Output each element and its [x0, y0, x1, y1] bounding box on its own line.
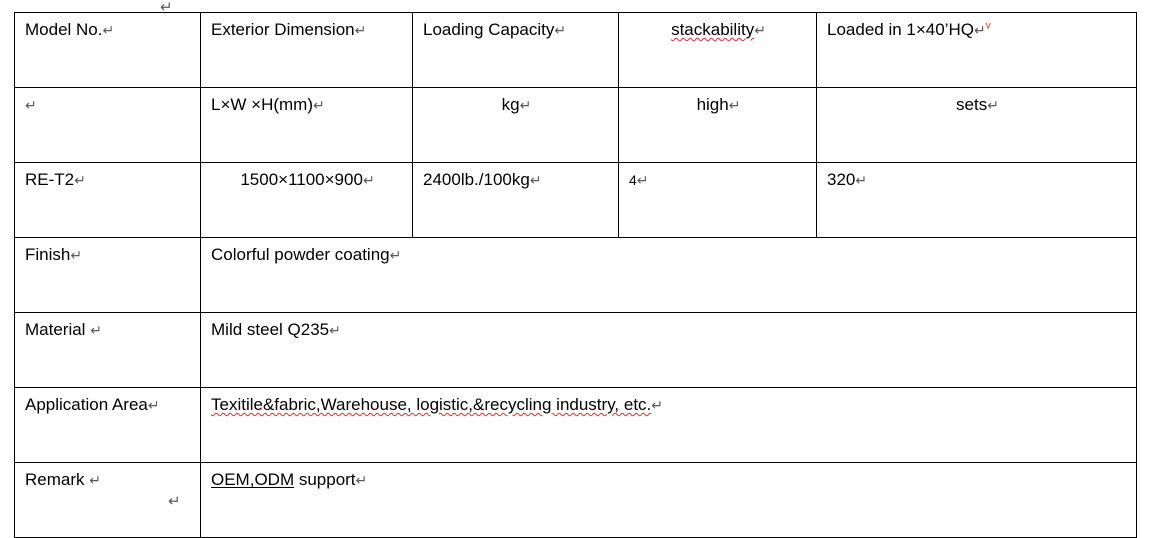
cell-header-loading-capacity — [413, 13, 619, 88]
paragraph-mark-bottom: ↵ — [168, 493, 181, 510]
cell-value-finish — [201, 238, 1137, 313]
paragraph-mark: ↵ — [554, 22, 567, 38]
cell-units-loaded-in-container — [817, 88, 1137, 163]
paragraph-mark: ↵ — [389, 247, 402, 263]
text-value-remark-oem-odm: OEM,ODM — [211, 470, 295, 489]
cell-data-loading-capacity — [413, 163, 619, 238]
text-units-loaded-in-container: sets — [956, 95, 988, 114]
text-header-model-no: Model No. — [25, 20, 103, 39]
text-header-loaded-in-container: Loaded in 1×40’HQ — [827, 20, 974, 39]
text-data-exterior-dimension: 1500×1100×900 — [240, 170, 363, 189]
text-data-loading-capacity: 2400lb./100kg — [423, 170, 530, 189]
cell-data-exterior-dimension — [201, 163, 413, 238]
cell-units-loading-capacity — [413, 88, 619, 163]
cell-header-loaded-in-container — [817, 13, 1137, 88]
text-header-stackability: stackability — [671, 20, 755, 39]
cell-data-model-no — [15, 163, 201, 238]
paragraph-mark: ↵ — [70, 247, 83, 263]
cell-header-exterior-dimension — [201, 13, 413, 88]
table-row-application-area — [15, 388, 1137, 463]
paragraph-mark: ↵ — [728, 97, 741, 113]
paragraph-mark: ↵ — [355, 472, 368, 488]
text-header-loading-capacity: Loading Capacity — [423, 20, 555, 39]
cell-units-exterior-dimension — [201, 88, 413, 163]
table-row-data — [15, 163, 1137, 238]
spellcheck-mark: v — [985, 20, 991, 32]
paragraph-mark: ↵ — [90, 322, 102, 338]
paragraph-mark: ↵ — [855, 172, 868, 188]
product-specification-table — [14, 12, 1137, 538]
text-value-finish: Colorful powder coating — [211, 245, 390, 264]
text-units-exterior-dimension: L×W ×H(mm) — [211, 95, 313, 114]
text-units-stackability: high — [696, 95, 729, 114]
paragraph-mark: ↵ — [651, 397, 664, 413]
table-row-material — [15, 313, 1137, 388]
paragraph-mark: ↵ — [354, 22, 367, 38]
text-data-model-no: RE-T2 — [25, 170, 75, 189]
paragraph-mark: ↵ — [754, 22, 766, 38]
cell-units-model-no — [15, 88, 201, 163]
text-header-exterior-dimension: Exterior Dimension — [211, 20, 355, 39]
cell-label-material — [15, 313, 201, 388]
text-label-application-area: Application Area — [25, 395, 148, 414]
cell-header-stackability — [619, 13, 817, 88]
cell-units-stackability — [619, 88, 817, 163]
cell-value-application-area — [201, 388, 1137, 463]
paragraph-mark: ↵ — [147, 397, 160, 413]
paragraph-mark: ↵ — [313, 97, 325, 113]
cell-value-remark — [201, 463, 1137, 538]
text-value-remark-support: support — [294, 470, 356, 489]
cell-value-material — [201, 313, 1137, 388]
text-label-finish: Finish — [25, 245, 71, 264]
table-row-units — [15, 88, 1137, 163]
paragraph-mark: ↵ — [362, 172, 375, 188]
paragraph-mark: ↵ — [987, 97, 999, 113]
paragraph-mark: ↵ — [102, 22, 115, 38]
table-row-finish — [15, 238, 1137, 313]
paragraph-mark: ↵ — [25, 97, 37, 113]
paragraph-mark: ↵ — [529, 172, 542, 188]
text-value-application-area: Texitile&fabric,Warehouse, logistic,&recycling industry, etc. — [211, 395, 652, 414]
text-label-material: Material — [25, 320, 86, 339]
paragraph-mark: ↵ — [973, 22, 986, 38]
paragraph-mark: ↵ — [636, 172, 649, 188]
cell-header-model-no — [15, 13, 201, 88]
cell-label-finish — [15, 238, 201, 313]
paragraph-mark-top: ↵ — [160, 0, 173, 16]
table-row-header — [15, 13, 1137, 88]
text-data-stackability: 4 — [629, 172, 637, 188]
paragraph-mark: ↵ — [74, 172, 86, 188]
text-value-material: Mild steel Q235 — [211, 320, 330, 339]
text-units-loading-capacity: kg — [501, 95, 520, 114]
cell-label-application-area — [15, 388, 201, 463]
table-row-remark — [15, 463, 1137, 538]
text-label-remark: Remark — [25, 470, 85, 489]
cell-data-loaded-in-container — [817, 163, 1137, 238]
cell-data-stackability — [619, 163, 817, 238]
paragraph-mark: ↵ — [519, 97, 532, 113]
paragraph-mark: ↵ — [89, 472, 101, 488]
paragraph-mark: ↵ — [329, 322, 341, 338]
text-data-loaded-in-container: 320 — [827, 170, 856, 189]
